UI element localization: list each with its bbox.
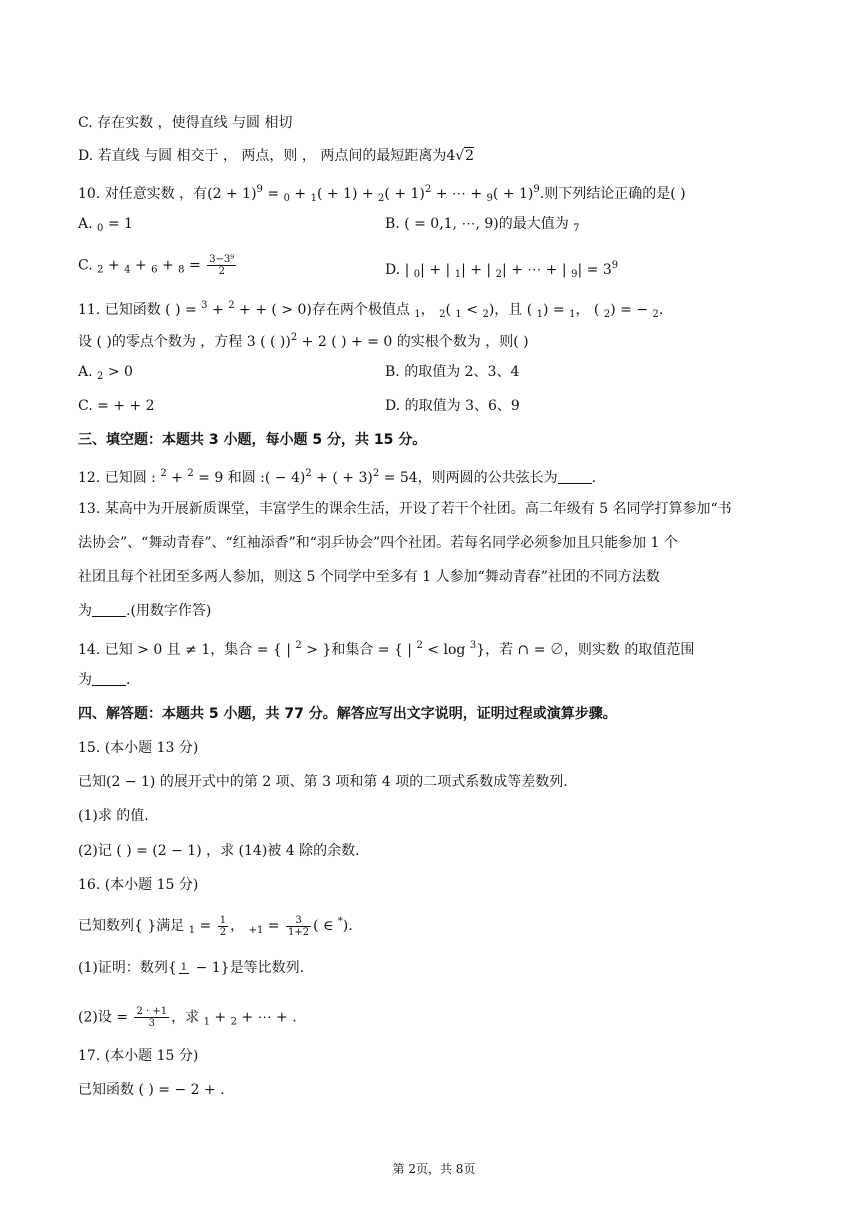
q17-stem: 已知函数 ( ) = − 2 + . <box>78 1082 225 1098</box>
q12: 12. 已知圆 : $^2$ + $^2$ = 9 和圆 :( − 4)$^2$ + ( + 3)$^2$ = 54，则两圆的公共弦长为 . <box>78 468 597 486</box>
q10-option-b: B. ( = 0,1, ⋯, 9)的最大值为 $_7$ <box>385 216 580 234</box>
q9-option-d: D. 若直线 与圆 相交于 ， 两点，则 ， 两点间的最短距离为4√2 <box>78 148 475 164</box>
q15-stem: 已知(2 − 1) 的展开式中的第 2 项、第 3 项和第 4 项的二项式系数成等差数列. <box>78 774 568 790</box>
answer-blank <box>92 671 126 686</box>
q13-line4: 为 .(用数字作答) <box>78 603 212 619</box>
q11-option-c: C. = + + 2 <box>78 398 155 414</box>
q11-stem-line2: 设 ( )的零点个数为 ，方程 3 ( ( ))$^2$ + 2 ( ) + = 0 的实根个数为 ，则( ) <box>78 332 529 350</box>
q15-heading: 15. (本小题 13 分) <box>78 740 199 756</box>
q11-option-b: B. 的取值为 2、3、4 <box>385 364 520 380</box>
q17-heading: 17. (本小题 15 分) <box>78 1048 199 1064</box>
q9-option-c: C. 存在实数 ，使得直线 与圆 相切 <box>78 115 293 131</box>
q14-line1: 14. 已知 > 0 且 ≠ 1，集合 = { | $^2$ > }和集合 = { | $^2$ < log $^3$}，若 ∩ = ∅，则实数 的取值范围 <box>78 640 695 658</box>
section-4-heading: 四、解答题：本题共 5 小题，共 77 分。解答应写出文字说明，证明过程或演算步骤。 <box>78 706 617 722</box>
q10-option-c: C. $_2$ + $_4$ + $_6$ + $_8$ = $\frac{\text{3−3⁹}}{2}$ <box>78 254 235 277</box>
section-3-heading: 三、填空题：本题共 3 小题，每小题 5 分，共 15 分。 <box>78 432 427 448</box>
q16-stem: 已知数列{ }满足 $_1$ = $\frac{1}{2}$ ， $_{+1}$ = $\frac{3}{1+2}$ ( ∈ *). <box>78 914 353 938</box>
q11-option-a: A. $_2$ > 0 <box>78 364 133 382</box>
q11-option-d: D. 的取值为 3、6、9 <box>385 398 520 414</box>
q10-option-a: A. $_0$ = 1 <box>78 216 133 234</box>
q10-stem: 10. 对任意实数 ，有$(2 + 1)^9 = _0 + _1( + 1) + _2( + 1)^2$ + ⋯ + $_9( + 1)^9$.则下列结论正确的是( ) <box>78 184 686 204</box>
q16-heading: 16. (本小题 15 分) <box>78 877 199 893</box>
q11-stem-line1: 11. 已知函数 ( ) = $^3$ + $^2$ + + ( > 0)存在两个极值点 $_1$， $_2$( $_1$ < $_2$)，且 ( $_1$) = $_1$， ( $_2$) = − $_2$. <box>78 300 664 320</box>
q16-part2: (2)设 = $\frac{2 \cdot +1}{3}$ ，求 $_1$ + $_2$ + ⋯ + . <box>78 1006 297 1029</box>
q13-line1: 13. 某高中为开展新质课堂，丰富学生的课余生活，开设了若干个社团。高二年级有 5 名同学打算参加“书 <box>78 501 732 517</box>
q14-line2: 为 . <box>78 672 131 688</box>
q10-option-d: D. | $_0$| + | $_1$| + | $_2$| + ⋯ + | $_9| = 3^9$ <box>385 260 619 280</box>
q13-line2: 法协会”、“舞动青春”、“红袖添香”和“羽乒协会”四个社团。若每名同学必须参加且只能参加 1 个 <box>78 535 678 551</box>
page-footer: 第 2页，共 8页 <box>392 1162 476 1176</box>
answer-blank <box>92 602 126 617</box>
q13-line3: 社团且每个社团至多两人参加，则这 5 个同学中至多有 1 人参加“舞动青春”社团的不同方法数 <box>78 569 660 585</box>
q15-part2: (2)记 ( ) = (2 − 1) ，求 (14)被 4 除的余数. <box>78 843 360 859</box>
q16-part1: (1)证明：数列{ 1 − 1}是等比数列. <box>78 960 305 976</box>
answer-blank <box>558 469 592 484</box>
q15-part1: (1)求 的值. <box>78 808 149 824</box>
